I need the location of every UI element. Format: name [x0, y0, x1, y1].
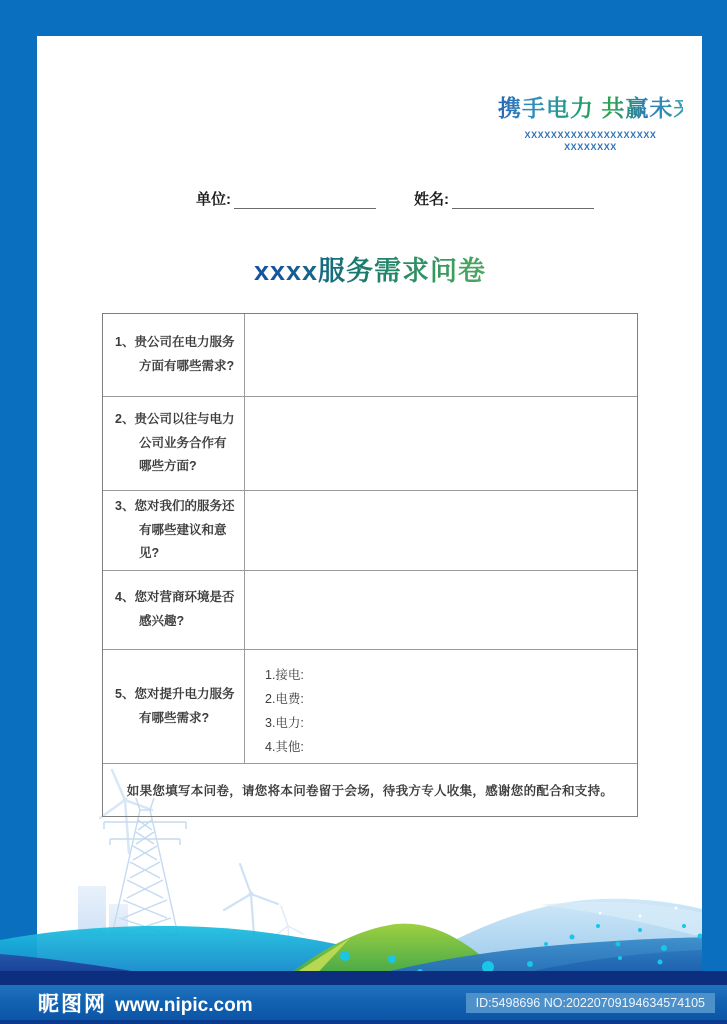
- option-qita: 4.其他:: [265, 740, 304, 754]
- image-id-badge: ID:5498696 NO:20220709194634574105: [466, 993, 715, 1013]
- brand-sub-line1: XXXXXXXXXXXXXXXXXXXX: [524, 130, 657, 140]
- form-header-fields: [196, 188, 594, 209]
- frame-right: [702, 0, 727, 973]
- brand-slogan-calligraphy: 携手电力 共赢未来: [498, 90, 683, 123]
- table-row: [103, 396, 637, 490]
- question-5-options: [245, 650, 637, 759]
- answer-space-2: [245, 397, 637, 490]
- answer-space-1: [245, 314, 637, 396]
- option-jiedian: 1.接电:: [265, 668, 304, 682]
- brand-sub-line2: XXXXXXXX: [564, 142, 617, 152]
- name-blank-line: [452, 191, 594, 209]
- option-dianfei: 2.电费:: [265, 692, 304, 706]
- brand-logo: [498, 90, 698, 153]
- answer-space-4: [245, 571, 637, 649]
- table-row: [103, 490, 637, 570]
- collection-note: 如果您填写本问卷，请您将本问卷留于会场，待我方专人收集，感谢您的配合和支持。: [126, 784, 614, 798]
- unit-blank-line: [234, 191, 376, 209]
- question-2: 2、贵公司以往与电力公司业务合作有哪些方面?: [115, 411, 235, 474]
- option-dianli: 3.电力:: [265, 716, 304, 730]
- wind-turbine-icon: [224, 864, 278, 935]
- page-title: xxxx服务需求问卷: [102, 249, 638, 288]
- question-1: 1、贵公司在电力服务方面有哪些需求?: [115, 335, 235, 373]
- table-note-row: [103, 763, 637, 816]
- question-3: 3、您对我们的服务还有哪些建议和意见?: [115, 498, 235, 561]
- question-5: 5、您对提升电力服务有哪些需求?: [115, 686, 235, 725]
- frame-top: [0, 0, 727, 36]
- transmission-tower-icon: [104, 798, 186, 935]
- site-url: www.nipic.com: [115, 994, 253, 1016]
- questionnaire-table: [102, 313, 638, 817]
- site-logo: 昵图网: [38, 992, 107, 1016]
- name-label: 姓名:: [414, 191, 449, 208]
- answer-space-3: [245, 491, 637, 570]
- watermark-bar: [0, 985, 727, 1024]
- table-row: [103, 314, 637, 396]
- unit-label: 单位:: [196, 191, 231, 208]
- table-row: [103, 570, 637, 649]
- bottom-navy-strip: [0, 971, 727, 985]
- question-4: 4、您对营商环境是否感兴趣?: [115, 590, 235, 628]
- table-row: [103, 649, 637, 763]
